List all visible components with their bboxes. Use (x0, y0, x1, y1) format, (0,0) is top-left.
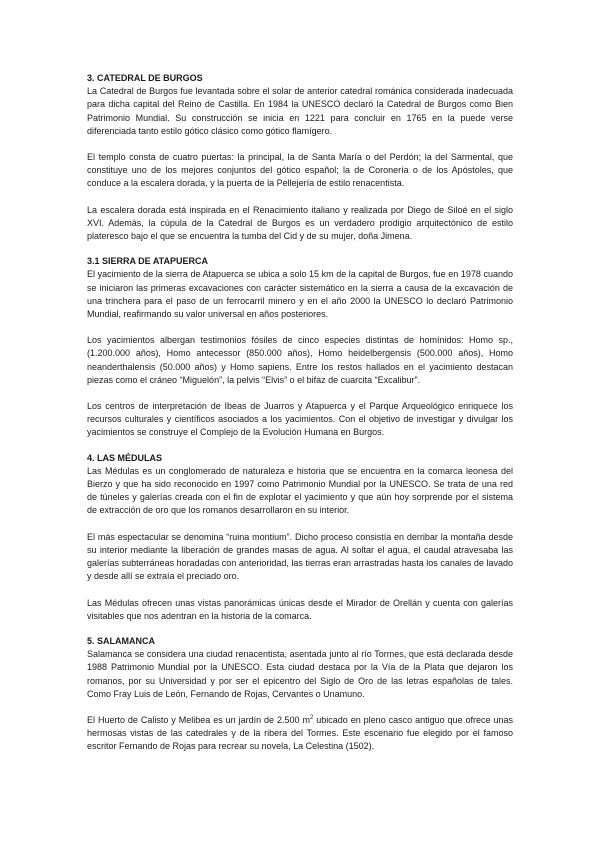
section-heading: 4. LAS MÉDULAS (87, 452, 163, 463)
paragraph: Las Médulas es un conglomerado de naturaleza e historia que se encuentra en la comarca leonesa del Bierzo y que ha sido reconocido en 1997 como Patrimonio Mundial por la UNESCO. Se trata de una red de túneles y galerías creada con el fin de explotar el yacimiento y que aún hoy sorprende por el sistema de extracción de oro que los romanos desarrollaron en su interior. (87, 465, 513, 516)
document-page (87, 72, 513, 766)
paragraph: Salamanca se considera una ciudad renacentista, asentada junto al río Tormes, que está declarada desde 1988 Patrimonio Mundial por la UNESCO. Esta ciudad destaca por la Vía de la Plata que dejaron los romanos, por su Universidad y por ser el epicentro del Siglo de Oro de las letras españolas de tales. Como Fray Luis de León, Fernando de Rojas, Cervantes o Unamuno. (87, 649, 513, 699)
section-heading: 3. CATEDRAL DE BURGOS (87, 73, 203, 83)
section-las-medulas (87, 452, 513, 623)
paragraph: El templo consta de cuatro puertas: la principal, la de Santa María o del Perdón; la del Sarmental, que constituye uno de los mejores conjuntos del gótico español; la de Coronería o de los Apóstoles, que conduce a la escalera dorada, y la puerta de la Pellejería de estilo renacentista. (87, 152, 513, 189)
section-heading: 5. SALAMANCA (87, 635, 156, 646)
superscript: 2 (309, 714, 314, 721)
paragraph (87, 714, 513, 754)
paragraph: La escalera dorada está inspirada en el Renacimiento italiano y realizada por Diego de Siloé en el siglo XVI. Además, la cúpula de la Catedral de Burgos es un verdadero prodigio arquitectónico de estilo plateresco bajo el que se encuentra la tumba del Cid y de su mujer, doña Jimena. (87, 204, 513, 242)
paragraph: Los centros de interpretación de Ibeas de Juarros y Atapuerca y el Parque Arqueológico enriquece los recursos culturales y científicos asociados a los yacimientos. Con el objetivo de investigar y divulgar los yacimientos se construye el Complejo de la Evolución Humana en Burgos. (87, 401, 513, 438)
paragraph: El yacimiento de la sierra de Atapuerca se ubica a solo 15 km de la capital de Burgos, fue en 1978 cuando se iniciaron las primeras excavaciones con carácter sistemático en la sierra a causa de la excavación de una trinchera para el paso de un ferrocarril minero y en el año 2000 la UNESCO lo declaró Patrimonio Mundial, reafirmando su valor universal en años posteriores. (87, 269, 513, 320)
section-heading: 3.1 SIERRA DE ATAPUERCA (87, 256, 209, 267)
paragraph: La Catedral de Burgos fue levantada sobre el solar de anterior catedral románica considerada inadecuada para dicha capital del Reino de Castilla. En 1984 la UNESCO declaró la Catedral de Burgos como Bien Patrimonio Mundial. Su construcción se inicia en 1221 para concluir en 1765 en la puede verse diferenciada tanto estilo gótico clásico como gótico flamígero. (87, 86, 513, 136)
paragraph: Los yacimientos albergan testimonios fósiles de cinco especies distintas de homínidos: Homo sp., (1.200.000 años), Homo antecessor (850.000 años), Homo heidelbergensis (500.000 años), Homo neanderthalensis (50.000 años) y Homo sapiens. Entre los restos hallados en el yacimiento destacan piezas como el cráneo “Miguelón”, la pelvis “Elvis” o el bifaz de cuarcita “Excalibur”. (87, 335, 513, 385)
paragraph-text: El Huerto de Calisto y Melibea es un jardín de 2.500 m (87, 714, 310, 725)
section-catedral-burgos (87, 72, 513, 243)
section-salamanca (87, 635, 513, 754)
paragraph-text: ubicado en pleno casco antiguo que ofrece unas hermosas vistas de las catedrales y de la ribera del Tormes. Este escenario fue elegido por el famoso escritor Fernando de Rojas para recrear su novela, La Celestina (1502). (87, 714, 513, 752)
paragraph: Las Médulas ofrecen unas vistas panorámicas únicas desde el Mirador de Orellán y cuenta con galerías visitables que nos adentran en la historia de la comarca. (87, 597, 513, 621)
paragraph: El más espectacular se denomina “ruina montium”. Dicho proceso consistía en derribar la montaña desde su interior mediante la liberación de grandes masas de agua. Al soltar el agua, el caudal atravesaba las galerías subterráneas horadadas con anterioridad, las tierras eran arrastradas hasta los canales de lavado y desde allí se extraía el preciado oro. (87, 531, 513, 582)
section-sierra-atapuerca (87, 255, 513, 439)
